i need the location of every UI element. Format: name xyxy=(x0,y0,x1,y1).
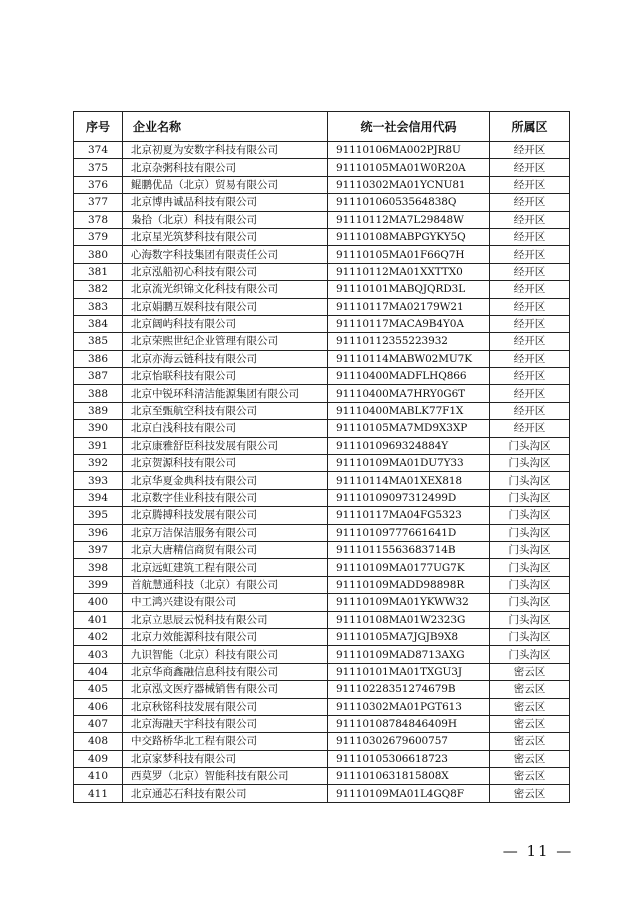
table-row xyxy=(74,507,570,524)
cell-credit-code: 91110400MA7HRY0G6T xyxy=(328,385,490,402)
cell-seq: 396 xyxy=(74,524,123,541)
cell-company-name: 北京华商鑫融信息科技有限公司 xyxy=(123,663,328,680)
cell-company-name: 北京至甄航空科技有限公司 xyxy=(123,402,328,419)
table-row xyxy=(74,768,570,785)
cell-district: 门头沟区 xyxy=(490,594,570,611)
cell-seq: 410 xyxy=(74,768,123,785)
cell-seq: 389 xyxy=(74,402,123,419)
table-row xyxy=(74,663,570,680)
table-row xyxy=(74,246,570,263)
table-row xyxy=(74,681,570,698)
cell-company-name: 北京博冉诚品科技有限公司 xyxy=(123,194,328,211)
cell-seq: 409 xyxy=(74,750,123,767)
cell-credit-code: 91110114MA01XEX818 xyxy=(328,472,490,489)
table-row xyxy=(74,402,570,419)
cell-credit-code: 91110106MA002PJR8U xyxy=(328,142,490,159)
cell-credit-code: 91110105MA01W0R20A xyxy=(328,159,490,176)
cell-company-name: 北京荣熙世纪企业管理有限公司 xyxy=(123,333,328,350)
cell-district: 密云区 xyxy=(490,681,570,698)
cell-seq: 398 xyxy=(74,559,123,576)
cell-company-name: 北京星光筑梦科技有限公司 xyxy=(123,228,328,245)
table-row xyxy=(74,646,570,663)
cell-credit-code: 91110108MA01W2323G xyxy=(328,611,490,628)
cell-company-name: 北京通芯石科技有限公司 xyxy=(123,785,328,802)
table-row xyxy=(74,628,570,645)
cell-company-name: 北京阔屿科技有限公司 xyxy=(123,315,328,332)
table-row xyxy=(74,472,570,489)
table-body xyxy=(74,142,570,803)
table-header-row xyxy=(74,112,570,142)
cell-district: 经开区 xyxy=(490,333,570,350)
cell-company-name: 北京泓船初心科技有限公司 xyxy=(123,263,328,280)
cell-seq: 387 xyxy=(74,368,123,385)
cell-seq: 394 xyxy=(74,489,123,506)
cell-district: 经开区 xyxy=(490,263,570,280)
cell-company-name: 北京康雅舒臣科技发展有限公司 xyxy=(123,437,328,454)
table-row xyxy=(74,159,570,176)
table-row xyxy=(74,333,570,350)
cell-credit-code: 91110302MA01PGT613 xyxy=(328,698,490,715)
cell-credit-code: 91110109MA01YKWW32 xyxy=(328,594,490,611)
cell-district: 门头沟区 xyxy=(490,541,570,558)
cell-credit-code: 91110117MA02179W21 xyxy=(328,298,490,315)
cell-district: 密云区 xyxy=(490,750,570,767)
table-row xyxy=(74,350,570,367)
cell-credit-code: 91110109MA0177UG7K xyxy=(328,559,490,576)
table-row xyxy=(74,785,570,802)
cell-company-name: 北京家梦科技有限公司 xyxy=(123,750,328,767)
cell-district: 门头沟区 xyxy=(490,437,570,454)
cell-credit-code: 91110112MA01XXTTX0 xyxy=(328,263,490,280)
cell-district: 经开区 xyxy=(490,420,570,437)
cell-seq: 384 xyxy=(74,315,123,332)
cell-district: 门头沟区 xyxy=(490,559,570,576)
table-row xyxy=(74,594,570,611)
cell-credit-code: 91110302679600757 xyxy=(328,733,490,750)
cell-seq: 379 xyxy=(74,228,123,245)
cell-credit-code: 91110101MABQJQRD3L xyxy=(328,281,490,298)
cell-credit-code: 91110108MABPGYKY5Q xyxy=(328,228,490,245)
table-row xyxy=(74,541,570,558)
cell-company-name: 北京流光织锦文化科技有限公司 xyxy=(123,281,328,298)
table-row xyxy=(74,420,570,437)
table-row xyxy=(74,576,570,593)
cell-company-name: 北京杂粥科技有限公司 xyxy=(123,159,328,176)
table-row xyxy=(74,194,570,211)
table-row xyxy=(74,437,570,454)
table-row xyxy=(74,524,570,541)
cell-credit-code: 91110302MA01YCNU81 xyxy=(328,176,490,193)
table-row xyxy=(74,315,570,332)
cell-district: 密云区 xyxy=(490,785,570,802)
cell-district: 门头沟区 xyxy=(490,646,570,663)
cell-seq: 381 xyxy=(74,263,123,280)
cell-credit-code: 91110101MA01TXGU3J xyxy=(328,663,490,680)
cell-credit-code: 91110109MA01DU7Y33 xyxy=(328,455,490,472)
cell-district: 经开区 xyxy=(490,176,570,193)
table-row xyxy=(74,298,570,315)
cell-credit-code: 91110112355223932 xyxy=(328,333,490,350)
cell-company-name: 北京中锐环科清洁能源集团有限公司 xyxy=(123,385,328,402)
cell-seq: 393 xyxy=(74,472,123,489)
cell-seq: 376 xyxy=(74,176,123,193)
cell-company-name: 北京泓文医疗器械销售有限公司 xyxy=(123,681,328,698)
cell-district: 经开区 xyxy=(490,315,570,332)
cell-seq: 375 xyxy=(74,159,123,176)
cell-company-name: 西莫罗（北京）智能科技有限公司 xyxy=(123,768,328,785)
cell-seq: 377 xyxy=(74,194,123,211)
cell-company-name: 北京力效能源科技有限公司 xyxy=(123,628,328,645)
cell-credit-code: 91110400MADFLHQ866 xyxy=(328,368,490,385)
cell-company-name: 北京白浅科技有限公司 xyxy=(123,420,328,437)
cell-district: 经开区 xyxy=(490,298,570,315)
table-row xyxy=(74,281,570,298)
table-row xyxy=(74,385,570,402)
cell-seq: 391 xyxy=(74,437,123,454)
cell-credit-code: 9111010969324884Y xyxy=(328,437,490,454)
cell-company-name: 北京华夏金典科技有限公司 xyxy=(123,472,328,489)
cell-company-name: 九识智能（北京）科技有限公司 xyxy=(123,646,328,663)
table-row xyxy=(74,211,570,228)
cell-seq: 407 xyxy=(74,715,123,732)
cell-company-name: 北京海融天宇科技有限公司 xyxy=(123,715,328,732)
cell-district: 门头沟区 xyxy=(490,489,570,506)
cell-district: 经开区 xyxy=(490,368,570,385)
cell-credit-code: 91110117MACA9B4Y0A xyxy=(328,315,490,332)
cell-district: 门头沟区 xyxy=(490,455,570,472)
cell-credit-code: 91110105MA7MD9X3XP xyxy=(328,420,490,437)
cell-district: 门头沟区 xyxy=(490,524,570,541)
table-row xyxy=(74,698,570,715)
cell-seq: 386 xyxy=(74,350,123,367)
cell-company-name: 北京腾搏科技发展有限公司 xyxy=(123,507,328,524)
cell-seq: 374 xyxy=(74,142,123,159)
cell-seq: 406 xyxy=(74,698,123,715)
cell-company-name: 北京秋铭科技发展有限公司 xyxy=(123,698,328,715)
cell-seq: 404 xyxy=(74,663,123,680)
enterprise-table xyxy=(73,111,570,803)
cell-district: 经开区 xyxy=(490,159,570,176)
cell-company-name: 北京立思辰云悦科技有限公司 xyxy=(123,611,328,628)
cell-company-name: 首航慧通科技（北京）有限公司 xyxy=(123,576,328,593)
cell-credit-code: 91110112MA7L29848W xyxy=(328,211,490,228)
cell-seq: 408 xyxy=(74,733,123,750)
cell-company-name: 北京初夏为安数字科技有限公司 xyxy=(123,142,328,159)
cell-seq: 399 xyxy=(74,576,123,593)
cell-seq: 402 xyxy=(74,628,123,645)
page-number: — 11 — xyxy=(502,842,574,860)
cell-credit-code: 9111010631815808X xyxy=(328,768,490,785)
cell-credit-code: 91110117MA04FG5323 xyxy=(328,507,490,524)
cell-seq: 395 xyxy=(74,507,123,524)
cell-district: 经开区 xyxy=(490,402,570,419)
cell-seq: 400 xyxy=(74,594,123,611)
cell-district: 经开区 xyxy=(490,142,570,159)
cell-district: 密云区 xyxy=(490,715,570,732)
cell-seq: 380 xyxy=(74,246,123,263)
cell-district: 门头沟区 xyxy=(490,507,570,524)
cell-district: 门头沟区 xyxy=(490,472,570,489)
cell-seq: 405 xyxy=(74,681,123,698)
header-seq: 序号 xyxy=(74,112,123,142)
cell-district: 密云区 xyxy=(490,698,570,715)
cell-company-name: 北京远虹建筑工程有限公司 xyxy=(123,559,328,576)
cell-seq: 390 xyxy=(74,420,123,437)
cell-credit-code: 91110109777661641D xyxy=(328,524,490,541)
cell-company-name: 中交路桥华北工程有限公司 xyxy=(123,733,328,750)
cell-credit-code: 91110109MAD8713AXG xyxy=(328,646,490,663)
cell-company-name: 枭拾（北京）科技有限公司 xyxy=(123,211,328,228)
table-row xyxy=(74,368,570,385)
cell-district: 经开区 xyxy=(490,211,570,228)
cell-company-name: 心海数字科技集团有限责任公司 xyxy=(123,246,328,263)
cell-district: 密云区 xyxy=(490,733,570,750)
cell-credit-code: 91110109MA01L4GQ8F xyxy=(328,785,490,802)
cell-seq: 388 xyxy=(74,385,123,402)
cell-seq: 382 xyxy=(74,281,123,298)
cell-credit-code: 91110114MABW02MU7K xyxy=(328,350,490,367)
header-district: 所属区 xyxy=(490,112,570,142)
cell-company-name: 北京怡联科技有限公司 xyxy=(123,368,328,385)
cell-seq: 403 xyxy=(74,646,123,663)
table-row xyxy=(74,228,570,245)
cell-district: 门头沟区 xyxy=(490,611,570,628)
table-row xyxy=(74,559,570,576)
table-row xyxy=(74,142,570,159)
table-row xyxy=(74,489,570,506)
cell-seq: 397 xyxy=(74,541,123,558)
cell-company-name: 鲲鹏优品（北京）贸易有限公司 xyxy=(123,176,328,193)
cell-company-name: 北京贺源科技有限公司 xyxy=(123,455,328,472)
cell-company-name: 北京大唐精信商贸有限公司 xyxy=(123,541,328,558)
table-row xyxy=(74,611,570,628)
cell-district: 密云区 xyxy=(490,768,570,785)
table-row xyxy=(74,455,570,472)
cell-seq: 385 xyxy=(74,333,123,350)
cell-district: 经开区 xyxy=(490,246,570,263)
cell-district: 经开区 xyxy=(490,350,570,367)
cell-credit-code: 91110109097312499D xyxy=(328,489,490,506)
cell-credit-code: 91110108784846409H xyxy=(328,715,490,732)
cell-company-name: 北京万洁保洁服务有限公司 xyxy=(123,524,328,541)
cell-company-name: 北京娟鹏互娱科技有限公司 xyxy=(123,298,328,315)
cell-district: 经开区 xyxy=(490,281,570,298)
cell-company-name: 北京数字佳业科技有限公司 xyxy=(123,489,328,506)
table-row xyxy=(74,715,570,732)
cell-seq: 401 xyxy=(74,611,123,628)
cell-credit-code: 91110115563683714B xyxy=(328,541,490,558)
cell-credit-code: 91110109MADD98898R xyxy=(328,576,490,593)
cell-credit-code: 91110228351274679B xyxy=(328,681,490,698)
table-row xyxy=(74,176,570,193)
cell-credit-code: 91110105MA7JGJB9X8 xyxy=(328,628,490,645)
cell-credit-code: 91110400MABLK77F1X xyxy=(328,402,490,419)
table-row xyxy=(74,733,570,750)
cell-seq: 383 xyxy=(74,298,123,315)
cell-district: 经开区 xyxy=(490,228,570,245)
cell-district: 门头沟区 xyxy=(490,576,570,593)
cell-district: 经开区 xyxy=(490,385,570,402)
cell-seq: 411 xyxy=(74,785,123,802)
cell-credit-code: 91110106053564838Q xyxy=(328,194,490,211)
cell-credit-code: 91110105306618723 xyxy=(328,750,490,767)
cell-district: 密云区 xyxy=(490,663,570,680)
table-row xyxy=(74,263,570,280)
header-company-name: 企业名称 xyxy=(123,112,328,142)
cell-company-name: 北京亦海云链科技有限公司 xyxy=(123,350,328,367)
header-credit-code: 统一社会信用代码 xyxy=(328,112,490,142)
cell-seq: 392 xyxy=(74,455,123,472)
cell-district: 门头沟区 xyxy=(490,628,570,645)
table-row xyxy=(74,750,570,767)
cell-credit-code: 91110105MA01F66Q7H xyxy=(328,246,490,263)
cell-seq: 378 xyxy=(74,211,123,228)
cell-company-name: 中工鸿兴建设有限公司 xyxy=(123,594,328,611)
cell-district: 经开区 xyxy=(490,194,570,211)
